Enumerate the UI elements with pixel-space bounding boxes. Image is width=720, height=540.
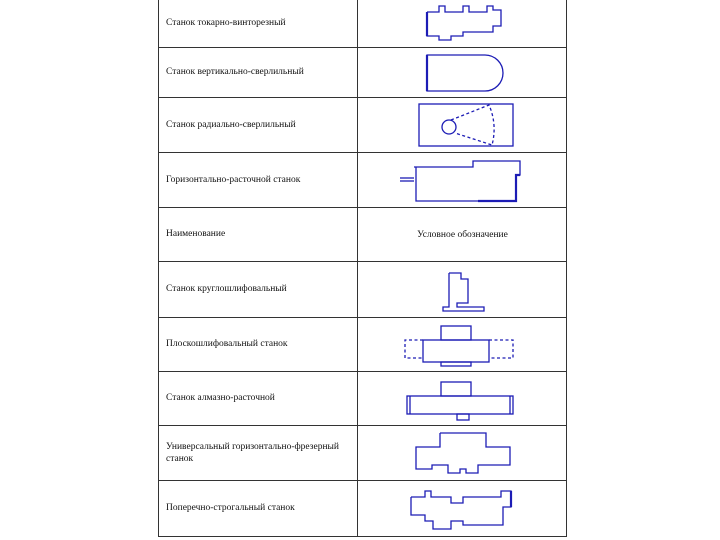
table-row — [159, 153, 566, 208]
shaping-machine-symbol — [359, 481, 566, 536]
machine-name: Горизонтально-расточной станок — [159, 153, 358, 207]
table-row — [159, 0, 566, 48]
machine-symbols-table — [158, 0, 567, 537]
table-row — [159, 318, 566, 372]
header-name: Наименование — [159, 208, 358, 261]
vertical-drilling-symbol — [413, 51, 513, 95]
diamond-boring-symbol — [403, 376, 523, 422]
table-header-row — [159, 208, 566, 262]
machine-name: Станок круглошлифовальный — [159, 262, 358, 317]
machine-name: Поперечно-строгальный станок — [159, 481, 358, 536]
machine-name: Станок алмазно-расточной — [159, 372, 358, 425]
vertical-drilling-symbol — [359, 48, 566, 97]
cylindrical-grinding-symbol — [428, 267, 498, 313]
horizontal-boring-symbol — [359, 153, 566, 207]
machine-name: Плоскошлифовальный станок — [159, 318, 358, 371]
lathe-screw-cutting-symbol — [413, 2, 513, 46]
machine-name: Станок радиально-сверлильный — [159, 98, 358, 152]
machine-name: Универсальный горизонтально-фрезерный станок — [159, 426, 358, 480]
surface-grinding-symbol — [403, 322, 523, 368]
table-row — [159, 48, 566, 98]
machine-name: Станок токарно-винторезный — [159, 0, 358, 47]
universal-milling-symbol — [359, 426, 566, 480]
table-row — [159, 481, 566, 536]
horizontal-boring-symbol — [398, 155, 528, 205]
table-row — [159, 426, 566, 481]
table-row — [159, 262, 566, 318]
diamond-boring-symbol — [359, 372, 566, 425]
radial-drilling-symbol — [359, 98, 566, 152]
lathe-screw-cutting-symbol — [359, 0, 566, 47]
table-row — [159, 98, 566, 153]
universal-milling-symbol — [408, 429, 518, 477]
shaping-machine-symbol — [403, 485, 523, 533]
header-symbol: Условное обозначение — [417, 229, 508, 240]
machine-name: Станок вертикально-сверлильный — [159, 48, 358, 97]
radial-drilling-symbol — [413, 101, 513, 149]
surface-grinding-symbol — [359, 318, 566, 371]
table-row — [159, 372, 566, 426]
cylindrical-grinding-symbol — [359, 262, 566, 317]
